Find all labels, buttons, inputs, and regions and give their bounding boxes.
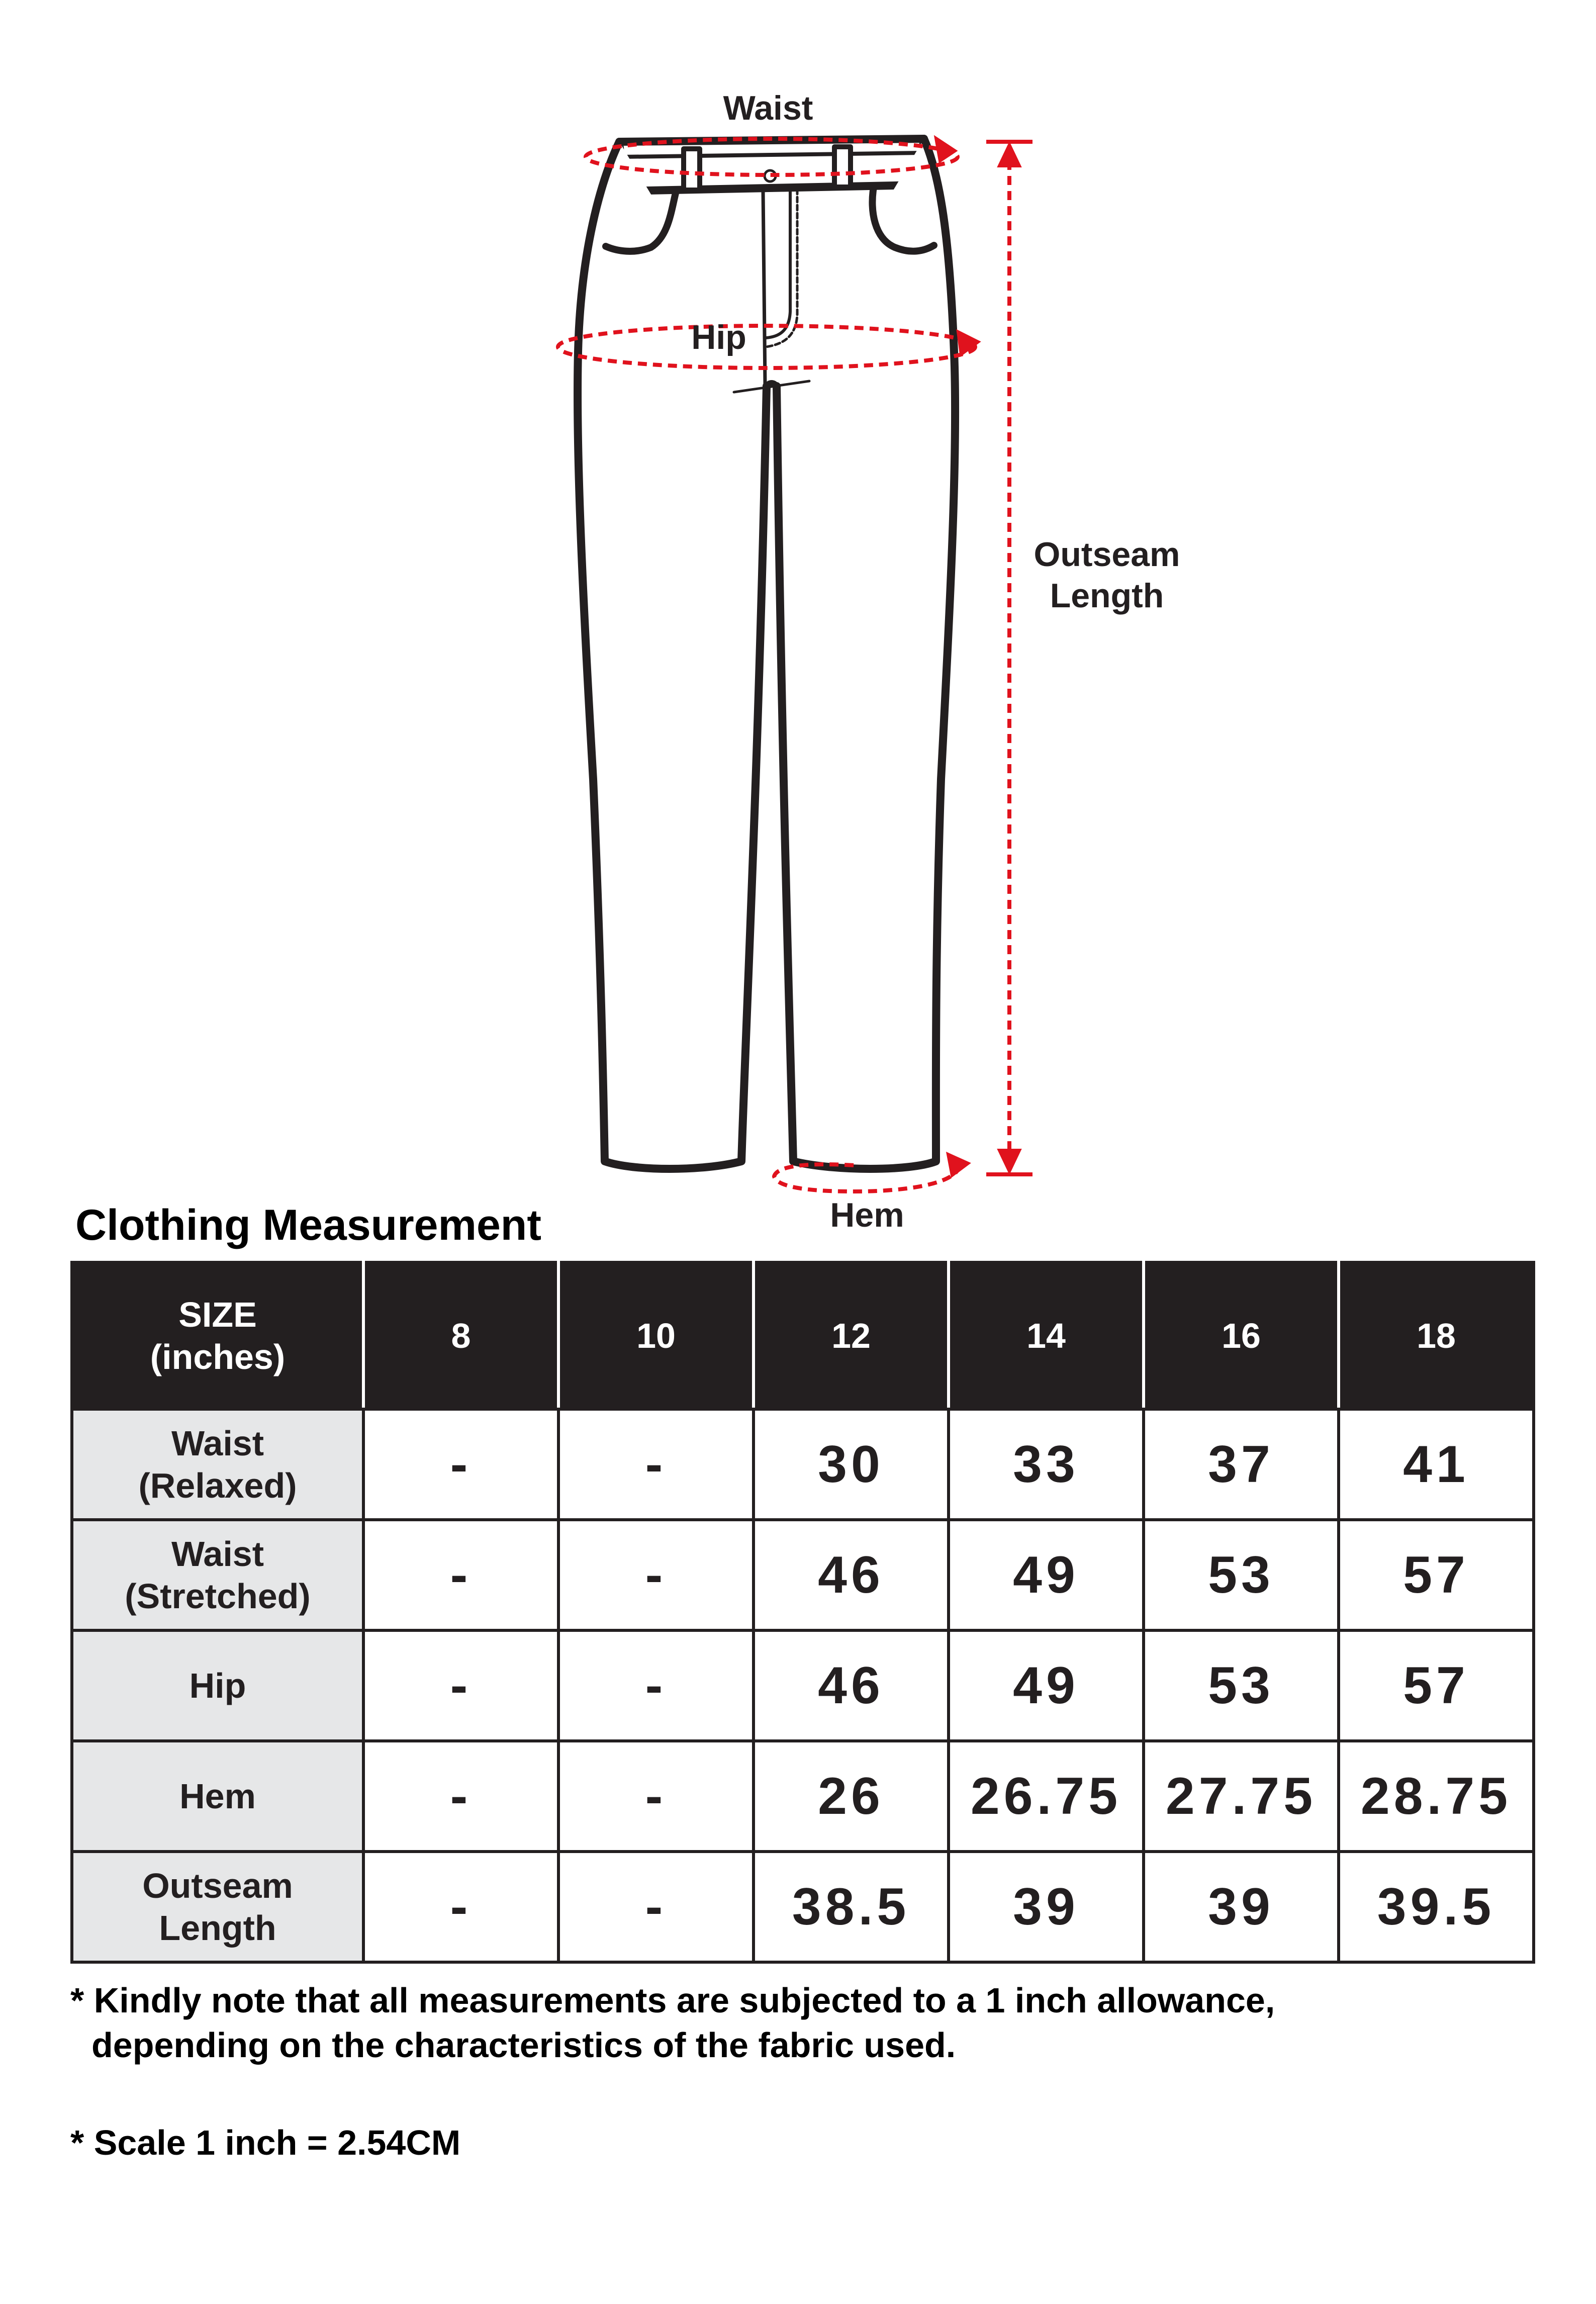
table-cell: 46 xyxy=(754,1520,949,1630)
label-outseam-line1: Outseam xyxy=(1034,535,1180,574)
table-cell: - xyxy=(558,1630,754,1741)
table-cell: 39.5 xyxy=(1339,1852,1534,1962)
row-label xyxy=(72,1630,363,1741)
table-cell: 26.75 xyxy=(949,1741,1144,1852)
measurement-table xyxy=(70,1261,1535,1964)
waist-arrow-icon xyxy=(936,138,955,161)
left-leg xyxy=(578,142,767,1169)
table-row xyxy=(72,1520,1534,1630)
row-label-line1: Waist xyxy=(171,1424,264,1463)
size-col-header: 18 xyxy=(1339,1262,1534,1409)
table-cell: - xyxy=(558,1520,754,1630)
size-header-line2: (inches) xyxy=(150,1337,286,1376)
pants-illustration xyxy=(578,139,955,1169)
row-label-line1: Hem xyxy=(179,1777,256,1816)
row-label xyxy=(72,1520,363,1630)
label-waist: Waist xyxy=(723,89,813,127)
table-cell: 27.75 xyxy=(1144,1741,1339,1852)
table-cell: 49 xyxy=(949,1520,1144,1630)
row-label-line2: (Stretched) xyxy=(125,1577,311,1616)
table-cell: 30 xyxy=(754,1409,949,1520)
allowance-note-line2: depending on the characteristics of the fabric used. xyxy=(91,2025,956,2065)
row-label xyxy=(72,1409,363,1520)
table-cell: 39 xyxy=(949,1852,1144,1962)
table-cell: - xyxy=(558,1409,754,1520)
outseam-arrow-up-icon xyxy=(999,145,1019,166)
label-hem: Hem xyxy=(830,1196,904,1234)
table-cell: - xyxy=(558,1852,754,1962)
table-cell: 57 xyxy=(1339,1630,1534,1741)
table-row xyxy=(72,1852,1534,1962)
hem-arrow-icon xyxy=(948,1154,968,1175)
fly-center xyxy=(763,191,765,385)
table-cell: 57 xyxy=(1339,1520,1534,1630)
table-cell: 33 xyxy=(949,1409,1144,1520)
table-cell: 49 xyxy=(949,1630,1144,1741)
right-leg xyxy=(777,139,955,1169)
table-cell: - xyxy=(363,1630,558,1741)
table-cell: - xyxy=(558,1741,754,1852)
table-cell: - xyxy=(363,1852,558,1962)
scale-note: * Scale 1 inch = 2.54CM xyxy=(70,2123,461,2162)
table-cell: - xyxy=(363,1520,558,1630)
size-header-line1: SIZE xyxy=(178,1295,257,1334)
table-cell: 53 xyxy=(1144,1630,1339,1741)
table-cell: 28.75 xyxy=(1339,1741,1534,1852)
table-title: Clothing Measurement xyxy=(75,1201,541,1249)
row-label xyxy=(72,1852,363,1962)
outseam-arrow-down-icon xyxy=(999,1150,1019,1171)
row-label-line1: Outseam xyxy=(142,1866,293,1905)
row-label-line2: Length xyxy=(159,1908,276,1948)
belt-loop-left xyxy=(684,149,700,190)
size-col-header: 12 xyxy=(754,1262,949,1409)
table-cell: 37 xyxy=(1144,1409,1339,1520)
fly-stitch xyxy=(766,189,790,338)
table-cell: 38.5 xyxy=(754,1852,949,1962)
allowance-note-line1: * Kindly note that all measurements are subjected to a 1 inch allowance, xyxy=(70,1981,1275,2020)
row-label xyxy=(72,1741,363,1852)
allowance-note xyxy=(70,1978,1275,2068)
table-cell: 53 xyxy=(1144,1520,1339,1630)
table-cell: 26 xyxy=(754,1741,949,1852)
table-header-row xyxy=(72,1262,1534,1409)
table-cell: 39 xyxy=(1144,1852,1339,1962)
table-cell: 41 xyxy=(1339,1409,1534,1520)
table-cell: - xyxy=(363,1409,558,1520)
size-header xyxy=(72,1262,363,1409)
row-label-line1: Hip xyxy=(189,1666,246,1705)
waistband xyxy=(619,139,924,191)
row-label-line2: (Relaxed) xyxy=(138,1466,297,1505)
fly-stitch-double xyxy=(766,189,797,347)
table-cell: - xyxy=(363,1741,558,1852)
size-col-header: 10 xyxy=(558,1262,754,1409)
table-row xyxy=(72,1630,1534,1741)
table-cell: 46 xyxy=(754,1630,949,1741)
size-col-header: 16 xyxy=(1144,1262,1339,1409)
hip-arrow-icon xyxy=(958,332,978,354)
size-col-header: 8 xyxy=(363,1262,558,1409)
size-col-header: 14 xyxy=(949,1262,1144,1409)
belt-loop-right xyxy=(834,147,851,187)
label-hip: Hip xyxy=(691,318,746,356)
table-row xyxy=(72,1741,1534,1852)
row-label-line1: Waist xyxy=(171,1534,264,1574)
table-row xyxy=(72,1409,1534,1520)
label-outseam-line2: Length xyxy=(1050,577,1164,615)
